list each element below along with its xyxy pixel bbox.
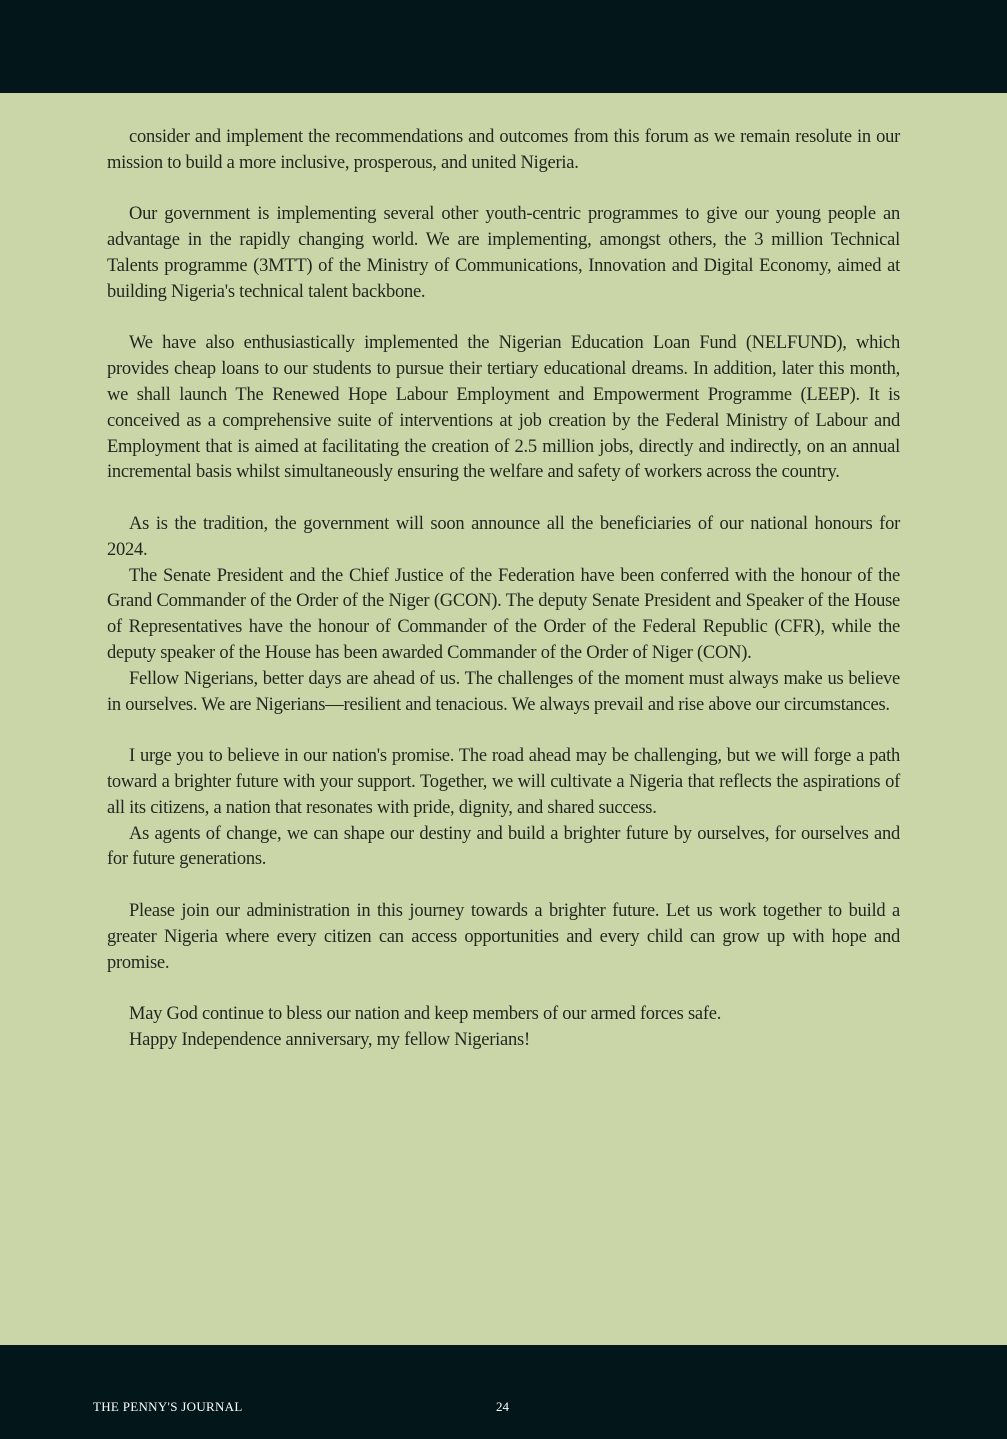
paragraph-national-honours: As is the tradition, the government will soon announce all the beneficiaries of our national honours for 2024. bbox=[107, 513, 900, 560]
journal-name: THE PENNY'S JOURNAL bbox=[93, 1399, 243, 1414]
page-number: 24 bbox=[496, 1399, 509, 1414]
paragraph-honour-recipients: The Senate President and the Chief Justice of the Federation have been conferred with the honour of the Grand Commander of the Order of the Niger (GCON). The deputy Senate President and Speaker of the House of Representatives have the honour of Commander of the Order of the Federal Republic (CFR), while the deputy speaker of the House has been awarded Commander of the Order of Niger (CON). bbox=[107, 565, 900, 663]
footer-band bbox=[0, 1345, 1007, 1439]
paragraph-independence-greeting: Happy Independence anniversary, my fellow Nigerians! bbox=[129, 1029, 530, 1050]
article-body bbox=[107, 125, 900, 1054]
paragraph-blessing: May God continue to bless our nation and keep members of our armed forces safe. bbox=[129, 1004, 722, 1025]
paragraph-youth-programmes: Our government is implementing several other youth-centric programmes to give our young people an advantage in the rapidly changing world. We are implementing, amongst others, the 3 million Technical Talents programme (3MTT) of the Ministry of Communications, Innovation and Digital Economy, aimed at building Nigeria's technical talent backbone. bbox=[107, 204, 900, 302]
paragraph-nations-promise: I urge you to believe in our nation's promise. The road ahead may be challenging, but we will forge a path toward a brighter future with your support. Together, we will cultivate a Nigeria that reflects the aspirations of all its citizens, a nation that resonates with pride, dignity, and shared success. bbox=[107, 746, 900, 818]
paragraph-join-administration: Please join our administration in this journey towards a brighter future. Let us work together to build a greater Nigeria where every citizen can access opportunities and every child can grow up with hope and promise. bbox=[107, 900, 900, 973]
paragraph-better-days: Fellow Nigerians, better days are ahead of us. The challenges of the moment must always make us believe in ourselves. We are Nigerians—resilient and tenacious. We always prevail and rise above our circumstances. bbox=[107, 668, 900, 715]
paragraph-forum-recommendations: consider and implement the recommendations and outcomes from this forum as we remain resolute in our mission to build a more inclusive, prosperous, and united Nigeria. bbox=[107, 127, 900, 173]
paragraph-nelfund-leep: We have also enthusiastically implemented the Nigerian Education Loan Fund (NELFUND), which provides cheap loans to our students to pursue their tertiary educational dreams. In addition, later this month, we shall launch The Renewed Hope Labour Employment and Empowerment Programme (LEEP). It is conceived as a comprehensive suite of interventions at job creation by the Federal Ministry of Labour and Employment that is aimed at facilitating the creation of 2.5 million jobs, directly and indirectly, on an annual incremental basis whilst simultaneously ensuring the welfare and safety of workers across the country. bbox=[107, 333, 900, 483]
paragraph-agents-of-change: As agents of change, we can shape our destiny and build a brighter future by ourselves, for ourselves and for future generations. bbox=[107, 823, 900, 870]
header-band bbox=[0, 0, 1007, 93]
